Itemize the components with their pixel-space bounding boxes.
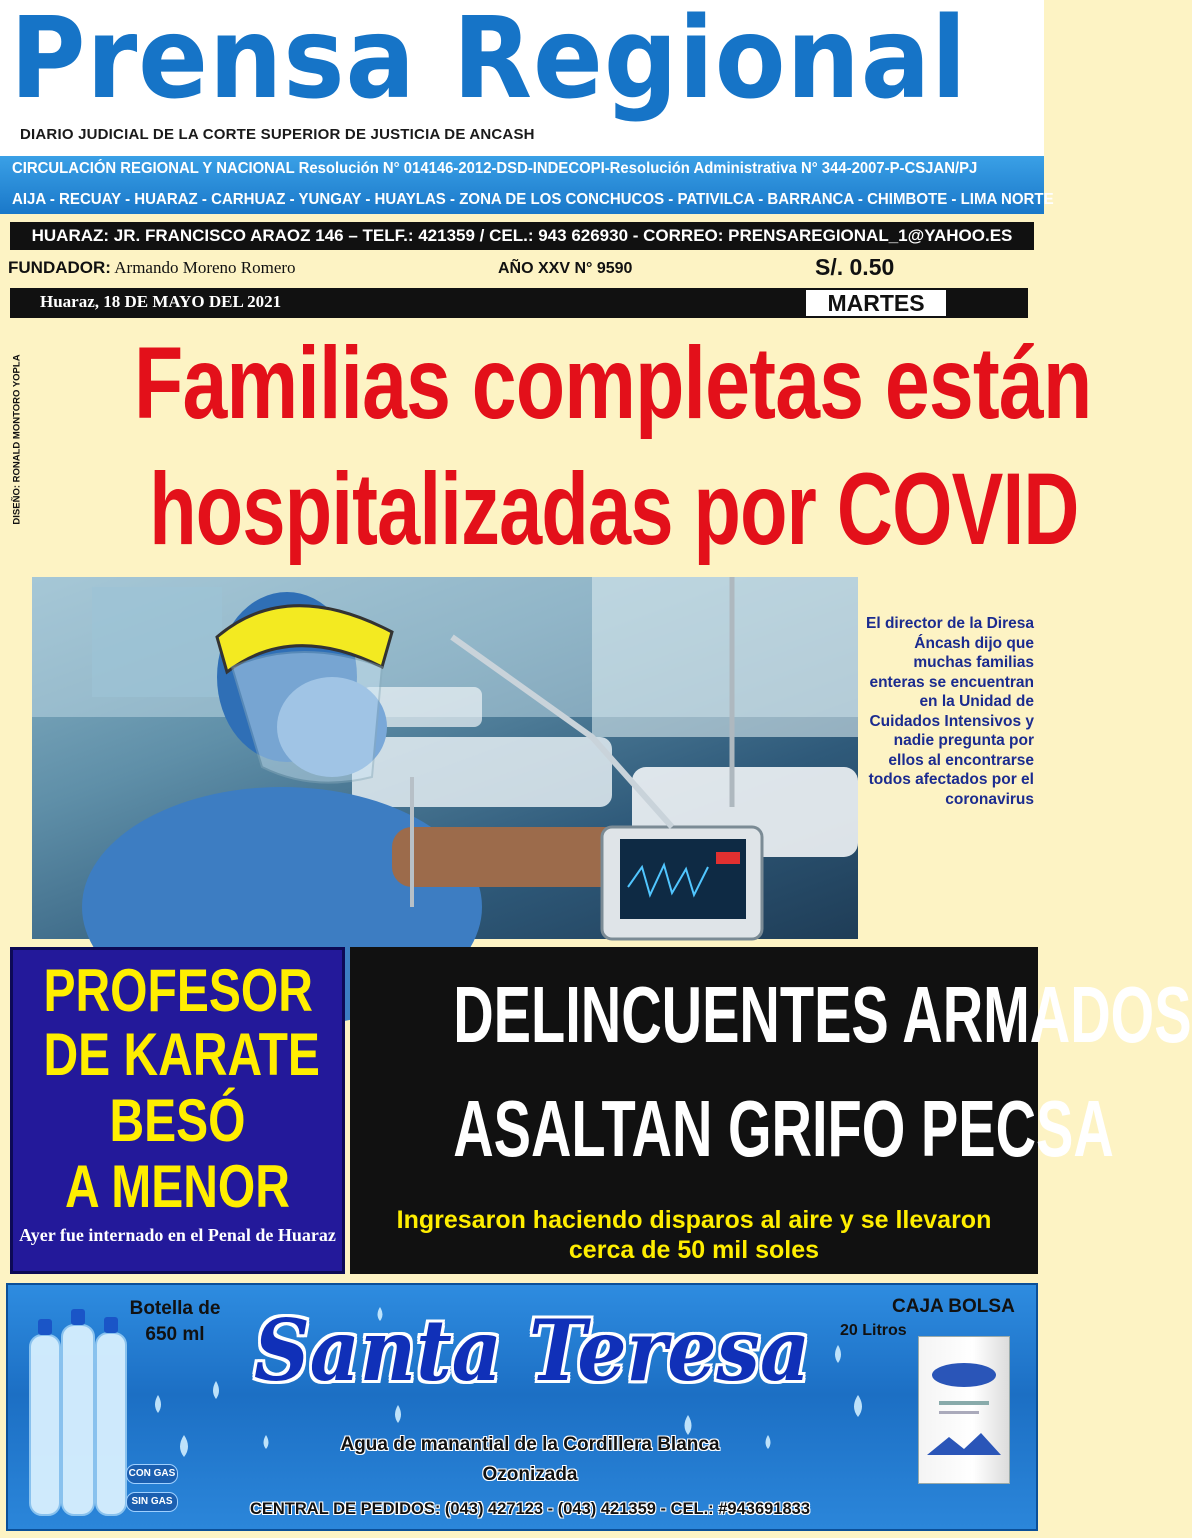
icu-photo: [32, 577, 858, 939]
karate-headline-1: PROFESOR: [43, 957, 313, 1024]
with-gas-badge: CON GAS: [126, 1464, 178, 1484]
robbery-headline-1: DELINCUENTES ARMADOS: [453, 970, 1192, 1059]
karate-headline-2: DE KARATE: [43, 1021, 320, 1088]
brand-logo: Santa Teresa: [254, 1301, 811, 1400]
robbery-subhead: Ingresaron haciendo disparos al aire y se llevaron cerca de 50 mil soles: [396, 1206, 992, 1264]
karate-headline-3: BESÓ: [109, 1087, 246, 1154]
newspaper-subtitle: DIARIO JUDICIAL DE LA CORTE SUPERIOR DE JUSTICIA DE ANCASH: [20, 126, 535, 143]
bottle-size-label: Botella de 650 ml: [129, 1298, 221, 1345]
without-gas-badge: SIN GAS: [126, 1492, 178, 1512]
headline-line-1: Familias completas están: [134, 326, 1092, 440]
box-pack-illustration: [919, 1337, 1009, 1483]
issue-date: Huaraz, 18 DE MAYO DEL 2021: [40, 292, 282, 311]
weekday: MARTES: [806, 290, 946, 316]
box-pack-image: [918, 1336, 1010, 1484]
founder-name: Armando Moreno Romero: [114, 258, 296, 277]
newspaper-title: Prensa Regional: [10, 0, 968, 124]
design-credit: DISEÑO: RONALD MONTORO YOPLA: [11, 354, 23, 525]
founder-line: [8, 258, 296, 278]
issue-number: AÑO XXV N° 9590: [498, 260, 633, 277]
box-product-label: CAJA BOLSA: [892, 1296, 1015, 1317]
price: S/. 0.50: [815, 254, 895, 280]
order-phone-numbers: CENTRAL DE PEDIDOS: (043) 427123 - (043) 421359 - CEL.: #943691833: [249, 1500, 811, 1518]
box-volume-label: 20 Litros: [840, 1322, 907, 1339]
circulation-text: CIRCULACIÓN REGIONAL Y NACIONAL Resolución N° 014146-2012-DSD-INDECOPI-Resolución Administrativa N° 344-2007-P-CSJAN/PJ: [12, 160, 978, 177]
icu-photo-illustration: [32, 577, 858, 939]
robbery-headline-2: ASALTAN GRIFO PECSA: [453, 1084, 1114, 1173]
photo-caption: El director de la Diresa Áncash dijo que muchas familias enteras se encuentran en la Unidad de Cuidados Intensivos y nadie pregunta por ellos al encontrarse todos afectados por el coronavirus: [866, 615, 1034, 808]
ad-tagline: Agua de manantial de la Cordillera Blanca Ozonizada: [340, 1434, 720, 1485]
headline-line-2: hospitalizadas por COVID: [149, 452, 1079, 566]
contact-bar: HUARAZ: JR. FRANCISCO ARAOZ 146 – TELF.: 421359 / CEL.: 943 626930 - CORREO: PRENSAREGIONAL_1@YAHOO.ES: [10, 222, 1034, 250]
karate-headline-4: A MENOR: [65, 1153, 290, 1220]
karate-subhead: Ayer fue internado en el Penal de Huaraz: [19, 1225, 336, 1245]
towns-list: AIJA - RECUAY - HUARAZ - CARHUAZ - YUNGAY - HUAYLAS - ZONA DE LOS CONCHUCOS - PATIVILCA - BARRANCA - CHIMBOTE - LIMA NORTE: [12, 191, 1054, 208]
founder-label: FUNDADOR:: [8, 258, 111, 277]
